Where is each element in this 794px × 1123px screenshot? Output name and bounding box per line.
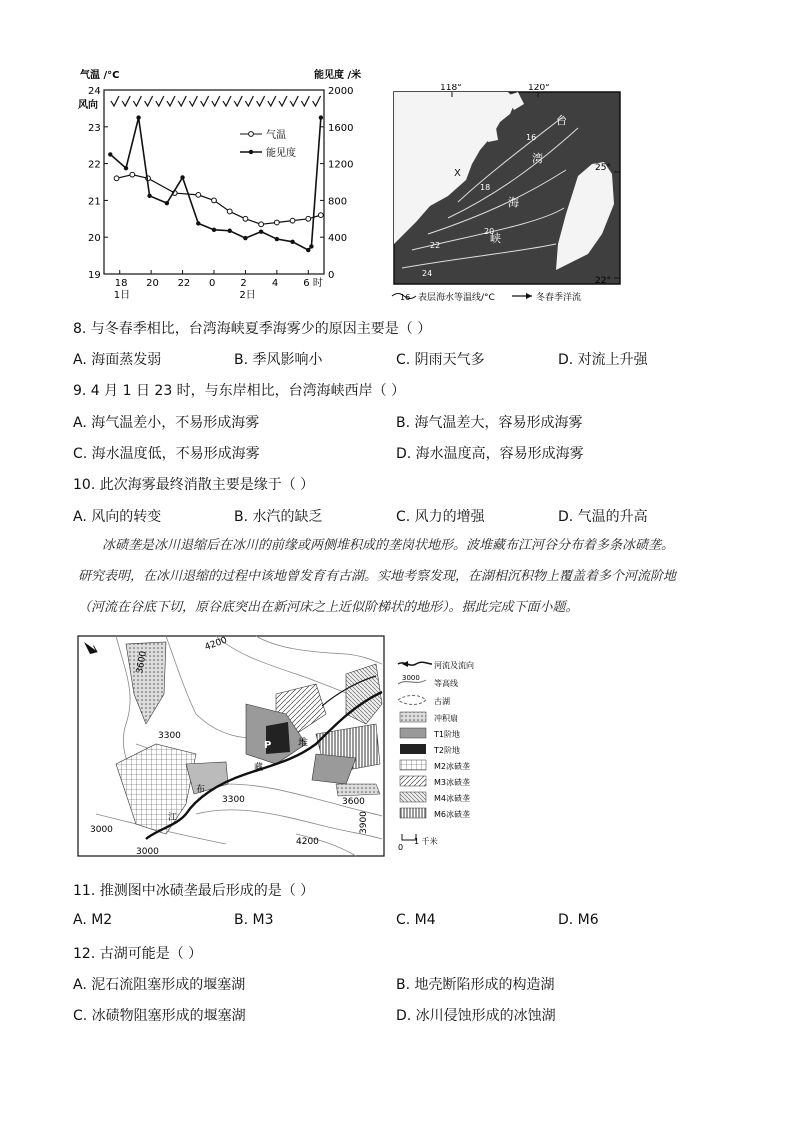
legend-isotherm: 表层海水等温线/°C (418, 293, 495, 303)
wind-barb (145, 96, 153, 106)
temperature-point (306, 216, 311, 221)
map-label-zang: 藏 (254, 763, 264, 773)
map-label-tai: 台 (556, 114, 567, 127)
chart-legend (240, 129, 296, 159)
map-label-hai: 海 (508, 196, 519, 209)
wind-barb (167, 96, 175, 106)
contour-label: 3300 (158, 731, 181, 741)
wind-barb (189, 96, 197, 106)
isotherm-24: 24 (422, 269, 433, 278)
x-tick-label: 6 时 (303, 278, 323, 289)
wind-barb (223, 96, 231, 106)
y-right-axis-label: 能见度 /米 (314, 70, 362, 81)
option: A. 海面蒸发弱 (73, 352, 162, 368)
lat-label-22: 22° (595, 276, 611, 286)
wind-barb (111, 96, 119, 106)
scale-zero: 0 (398, 843, 404, 852)
isotherm-22: 22 (430, 241, 441, 250)
legend-marker-temperature (249, 132, 254, 137)
contour-label: 3300 (222, 795, 245, 805)
temperature-point (274, 220, 279, 225)
y-left-tick-label: 24 (88, 86, 101, 97)
map-label-p: P (264, 740, 272, 751)
legend-label-visibility: 能见度 (266, 148, 296, 159)
wind-barb (279, 96, 287, 106)
visibility-point (165, 201, 169, 205)
wind-barb (313, 96, 321, 106)
y-left-axis-label: 气温 /°C (80, 70, 120, 81)
isotherm-20: 20 (484, 227, 495, 236)
lon-label-118: 118° (440, 84, 462, 93)
legend-m2: M2冰碛垄 (434, 762, 470, 771)
option: A. M2 (73, 912, 113, 928)
wind-barb (245, 96, 253, 106)
y-left-tick-label: 20 (88, 233, 101, 245)
visibility-point (228, 229, 232, 233)
legend-marker-visibility (249, 150, 253, 154)
wind-barb (122, 96, 130, 106)
wind-barb (212, 96, 220, 106)
temperature-visibility-chart (70, 64, 370, 304)
visibility-point (136, 115, 140, 119)
temperature-point (318, 213, 323, 218)
map-label-bu: 布 (196, 785, 206, 795)
option: D. 对流上升强 (558, 352, 648, 368)
legend-t1: T1阶地 (434, 730, 460, 739)
temperature-point (114, 176, 119, 181)
y-left-tick-label: 23 (88, 122, 101, 134)
taiwan-strait-map (388, 84, 628, 306)
map-label-x: X (454, 168, 461, 179)
x-day-label: 1日 (113, 290, 131, 301)
legend-label-temperature: 气温 (266, 130, 286, 141)
y-right-tick-label: 1600 (328, 122, 354, 134)
visibility-point (275, 237, 279, 241)
temperature-point (130, 172, 135, 177)
legend-m3: M3冰碛垄 (434, 778, 470, 787)
option: A. 海气温差小，不易形成海雾 (73, 415, 260, 431)
isotherm-18: 18 (480, 183, 491, 192)
option: C. 冰碛物阻塞形成的堰塞湖 (73, 1008, 246, 1024)
legend-fan: 冲积扇 (434, 714, 458, 723)
map-label-dui: 堆 (298, 738, 308, 749)
option: B. 地壳断陷形成的构造湖 (396, 977, 555, 993)
map-label-jiang: 江 (168, 813, 178, 823)
chart-ticks (88, 86, 353, 301)
wind-barb (133, 96, 141, 106)
contour-label: 3600 (135, 650, 149, 675)
passage-line: 冰碛垄是冰川退缩后在冰川的前缘或两侧堆积成的垄岗状地形。波堆藏布江河谷分布着多条冰碛垄。 (102, 538, 675, 553)
temperature-point (227, 209, 232, 214)
x-tick-label: 18 (114, 278, 128, 289)
map-label-wan: 湾 (532, 152, 543, 165)
legend-lake: 古湖 (434, 697, 450, 706)
option: C. 海水温度低，不易形成海雾 (73, 446, 260, 462)
visibility-point (196, 221, 200, 225)
wind-barb (290, 96, 298, 106)
option: C. 风力的增强 (396, 509, 485, 525)
visibility-point (243, 236, 247, 240)
option: A. 泥石流阻塞形成的堰塞湖 (73, 977, 246, 993)
reading-passage (78, 530, 738, 623)
contour-label: 3000 (90, 825, 113, 835)
option: C. M4 (396, 912, 436, 928)
question-9-stem: 9. 4 月 1 日 23 时，与东岸相比，台湾海峡西岸（ ） (73, 383, 406, 399)
option: D. 冰川侵蚀形成的冰蚀湖 (396, 1008, 556, 1024)
passage-line: （河流在谷底下切，原谷底突出在新河床之上近似阶梯状的地形）。据此完成下面小题。 (78, 600, 579, 615)
wind-barb (268, 96, 276, 106)
x-tick-label: 22 (177, 278, 191, 289)
legend-isotherm-value: 16 (400, 293, 411, 302)
scale-label: 1 千米 (414, 837, 438, 846)
temperature-point (196, 192, 201, 197)
contour-label: 4200 (203, 635, 229, 653)
lon-label-120: 120° (528, 84, 550, 93)
map-label-xia: 峡 (490, 232, 501, 245)
contour-label: 4200 (296, 837, 319, 847)
temperature-point (212, 198, 217, 203)
wind-barb (257, 96, 265, 106)
moraine-legend (398, 660, 474, 852)
y-right-tick-label: 1200 (328, 159, 354, 171)
contour-label: 3900 (359, 811, 369, 834)
isotherm-16: 16 (526, 133, 537, 142)
question-8-stem: 8. 与冬春季相比，台湾海峡夏季海雾少的原因主要是（ ） (73, 321, 432, 337)
y-right-tick-label: 2000 (328, 86, 354, 97)
option: D. M6 (558, 912, 599, 928)
y-left-tick-label: 21 (88, 196, 101, 208)
legend-m6: M6冰碛垄 (434, 810, 470, 819)
legend-monsoon: 冬春季洋流 (536, 293, 582, 303)
temperature-point (290, 218, 295, 223)
option: D. 海水温度高，容易形成海雾 (396, 446, 584, 462)
x-tick-label: 20 (146, 278, 159, 289)
chart-series (108, 115, 323, 252)
visibility-point (306, 248, 310, 252)
legend-river: 河流及流向 (434, 661, 474, 670)
legend-contour: 等高线 (434, 679, 458, 688)
y-right-tick-label: 800 (328, 196, 348, 208)
x-tick-label: 0 (209, 278, 216, 289)
visibility-point (212, 228, 216, 232)
option: A. 风向的转变 (73, 509, 162, 525)
legend-contour-value: 3000 (402, 674, 420, 682)
y-right-tick-label: 0 (328, 270, 335, 281)
visibility-point (259, 229, 263, 233)
wind-barb (234, 96, 242, 106)
question-12-stem: 12. 古湖可能是（ ） (73, 946, 203, 962)
y-right-tick-label: 400 (328, 233, 348, 245)
option: B. 季风影响小 (234, 352, 323, 368)
x-tick-label: 4 (271, 278, 279, 289)
visibility-point (147, 194, 151, 198)
visibility-point (108, 152, 112, 156)
y-left-tick-label: 19 (88, 270, 101, 281)
lat-label-25: 25° (595, 163, 611, 173)
moraine-map (76, 634, 496, 860)
temperature-point (259, 222, 264, 227)
visibility-point (290, 240, 294, 244)
visibility-point (180, 175, 184, 179)
wind-barb (156, 96, 164, 106)
x-tick-label: 2 (240, 278, 247, 289)
contour-label: 3600 (342, 797, 365, 807)
x-day-label: 2日 (239, 290, 256, 301)
wind-barb (201, 96, 209, 106)
visibility-point (309, 244, 313, 248)
visibility-point (124, 166, 128, 170)
contour-label: 3000 (136, 847, 159, 857)
y-left-tick-label: 22 (88, 159, 101, 171)
option: B. M3 (234, 912, 274, 928)
legend-m4: M4冰碛垄 (434, 794, 470, 803)
option: D. 气温的升高 (558, 509, 648, 525)
wind-barbs (111, 96, 321, 106)
temperature-point (243, 216, 248, 221)
visibility-point (319, 115, 323, 119)
question-11-stem: 11. 推测图中冰碛垄最后形成的是（ ） (73, 883, 315, 899)
legend-t2: T2阶地 (434, 746, 460, 755)
wind-barb (178, 96, 186, 106)
option: C. 阴雨天气多 (396, 352, 485, 368)
wind-barb (301, 96, 309, 106)
option: B. 水汽的缺乏 (234, 509, 323, 525)
option: B. 海气温差大，容易形成海雾 (396, 415, 583, 431)
wind-direction-label: 风向 (78, 100, 98, 111)
question-10-stem: 10. 此次海雾最终消散主要是缘于（ ） (73, 477, 315, 493)
passage-line: 研究表明，在冰川退缩的过程中该地曾发育有古湖。实地考察发现，在湖相沉积物上覆盖着多个河流阶地 (78, 569, 677, 584)
